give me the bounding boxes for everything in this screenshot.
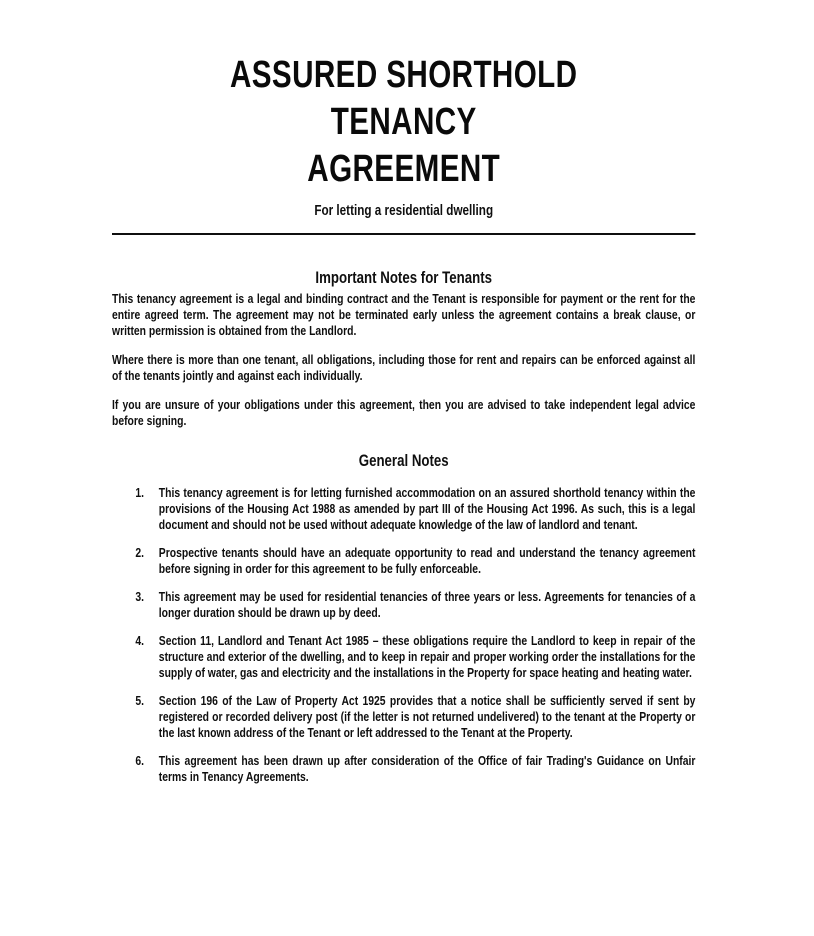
content-column [112, 0, 695, 785]
item-number: 1. [135, 485, 145, 500]
important-notes-heading: Important Notes for Tenants [315, 268, 493, 287]
general-note-item-6 [112, 753, 695, 785]
document-title-line-3: AGREEMENT [307, 148, 501, 190]
important-notes-paragraph-2: Where there is more than one tenant, all obligations, including those for rent and repairs can be enforced against all of the tenants jointly and against each individually. [112, 352, 696, 383]
item-text: This tenancy agreement is for letting furnished accommodation on an assured shorthold tenancy within the provisions of the Housing Act 1988 as amended by part III of the Housing Act 1996. As such, this is a legal document and should not be used without adequate knowledge of the law of landlord and tenant. [158, 485, 696, 532]
item-text: Prospective tenants should have an adequate opportunity to read and understand the tenancy agreement before signing in order for this agreement to be fully enforceable. [158, 545, 696, 576]
item-text: This agreement has been drawn up after consideration of the Office of fair Trading's Guidance on Unfair terms in Tenancy Agreements. [158, 753, 696, 784]
item-number: 5. [135, 693, 145, 708]
item-text: Section 11, Landlord and Tenant Act 1985 – these obligations require the Landlord to keep in repair of the structure and exterior of the dwelling, and to keep in repair and proper working order the installations for the supply of water, gas and electricity and the installations in the Property for space heating and heating water. [158, 633, 696, 680]
item-number: 2. [135, 545, 145, 560]
document-title-line-1: ASSURED SHORTHOLD [229, 54, 578, 96]
item-number: 4. [135, 633, 145, 648]
item-text: This agreement may be used for residential tenancies of three years or less. Agreements for tenancies of a longer duration should be drawn up by deed. [158, 589, 696, 620]
document-subtitle: For letting a residential dwelling [314, 202, 494, 219]
general-note-item-1 [112, 485, 695, 533]
document-title-line-2: TENANCY [330, 101, 477, 143]
document-title [112, 52, 695, 193]
item-text: Section 196 of the Law of Property Act 1925 provides that a notice shall be sufficiently served if sent by registered or recorded delivery post (if the letter is not returned undelivered) to the tenant at the Property or the last known address of the Tenant or left addressed to the Tenant at the Property. [158, 693, 696, 740]
item-number: 6. [135, 753, 145, 768]
general-notes-heading: General Notes [358, 451, 449, 470]
general-note-item-3 [112, 589, 695, 621]
general-note-item-2 [112, 545, 695, 577]
item-number: 3. [135, 589, 145, 604]
general-notes-list [112, 485, 695, 785]
important-notes-paragraph-1: This tenancy agreement is a legal and binding contract and the Tenant is responsible for payment or the rent for the entire agreed term. The agreement may not be terminated early unless the agreement contains a break clause, or written permission is obtained from the Landlord. [112, 291, 696, 338]
general-note-item-4 [112, 633, 695, 681]
general-note-item-5 [112, 693, 695, 741]
title-divider [112, 233, 695, 235]
important-notes-paragraph-3: If you are unsure of your obligations under this agreement, then you are advised to take independent legal advice before signing. [112, 397, 696, 428]
